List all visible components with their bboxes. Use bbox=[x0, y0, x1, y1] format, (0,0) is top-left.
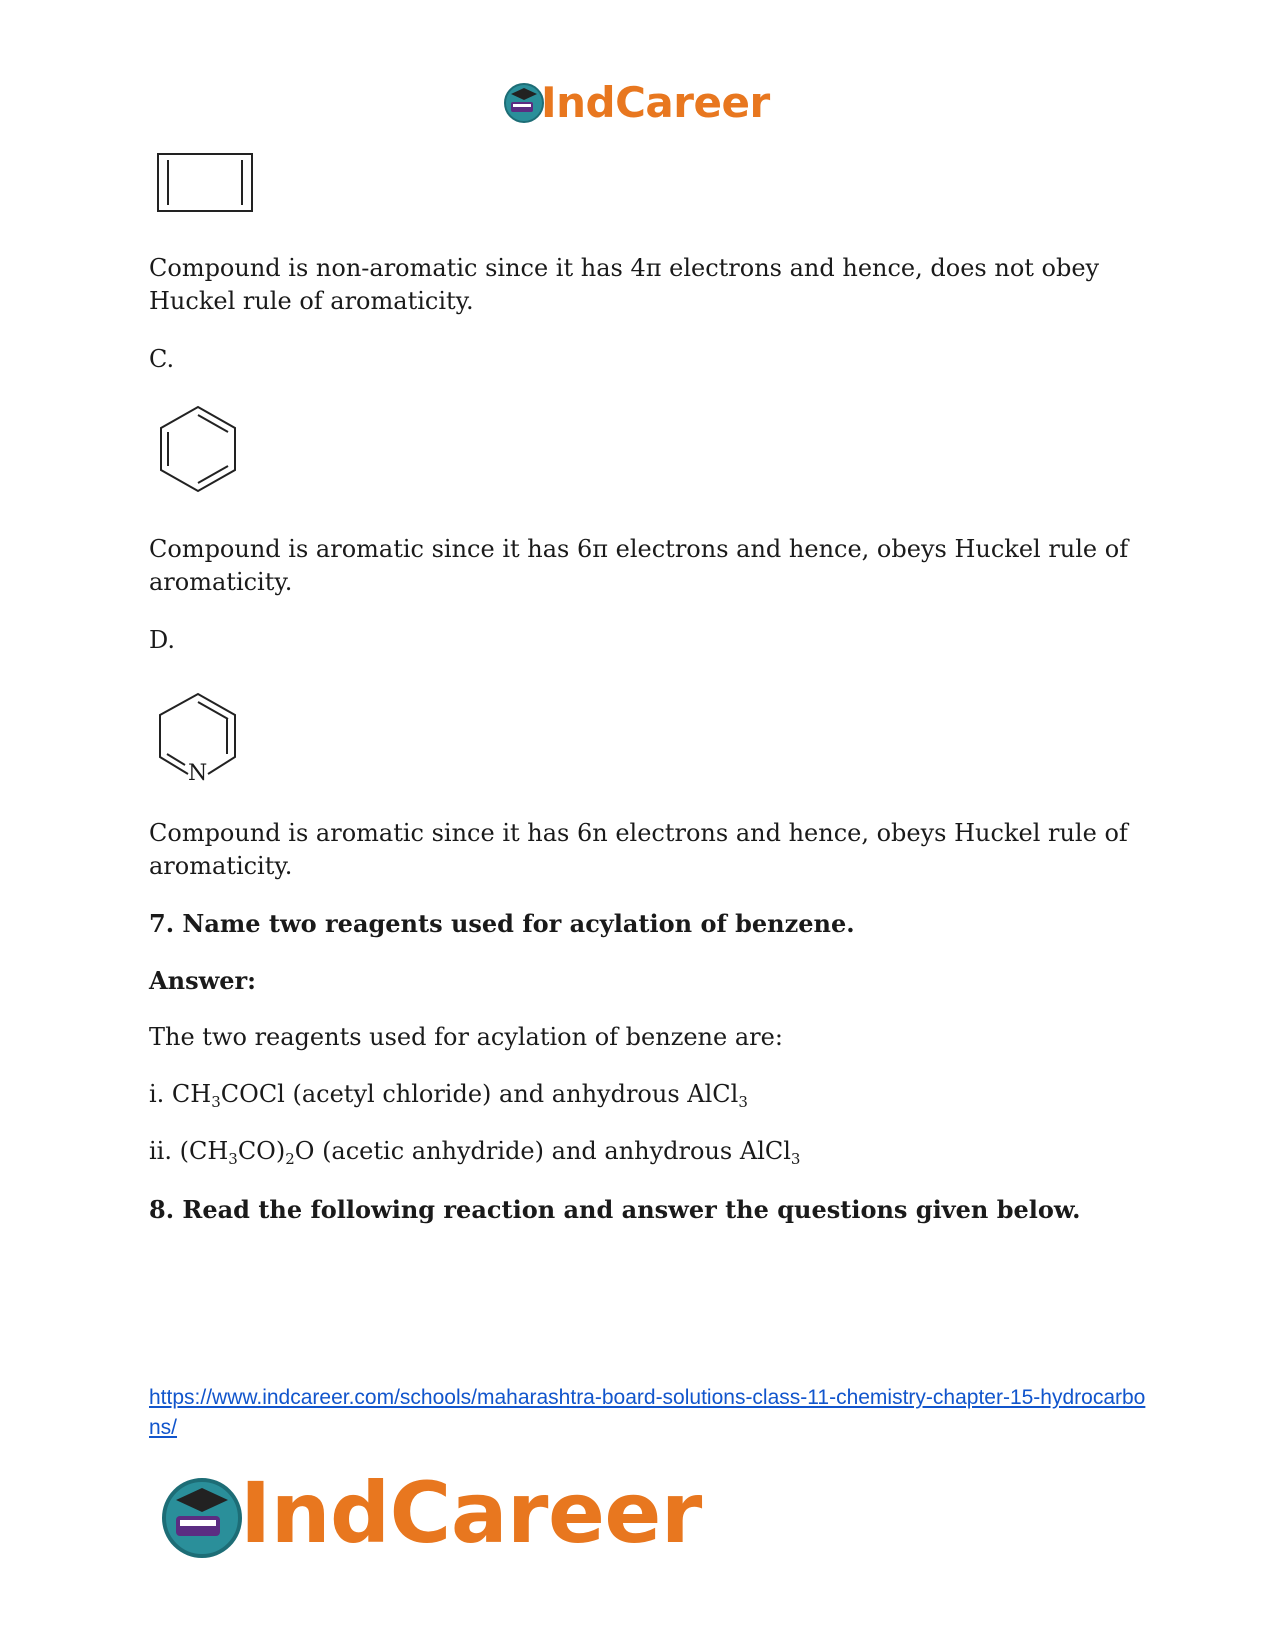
brand-wordmark: IndCareer bbox=[541, 78, 770, 127]
answer-label: Answer: bbox=[149, 966, 257, 995]
pyridine-structure bbox=[155, 690, 241, 786]
globe-icon bbox=[503, 82, 545, 124]
reagent-item-1: i. $CH_3COCl$ (acetyl chloride) and anhydrous AlCl$_3$ bbox=[149, 1080, 748, 1111]
compound-d-explanation: Compound is aromatic since it has 6n electrons and hence, obeys Huckel rule of aromaticity. bbox=[149, 819, 1128, 880]
nitrogen-atom-label: N bbox=[188, 761, 208, 786]
option-d-label: D. bbox=[149, 626, 176, 654]
header-logo bbox=[503, 80, 773, 128]
compound-c-explanation: Compound is aromatic since it has 6π electrons and hence, obeys Huckel rule of aromaticity. bbox=[149, 535, 1129, 596]
benzene-structure bbox=[155, 403, 241, 495]
option-c-label: C. bbox=[149, 345, 175, 373]
reagent-item-2: ii. $(CH_3CO)_2O$ (acetic anhydride) and anhydrous AlCl$_3$ bbox=[149, 1137, 801, 1168]
question-8-heading: 8. Read the following reaction and answer the questions given below. bbox=[149, 1195, 1081, 1224]
globe-icon bbox=[160, 1476, 244, 1560]
compound-b-explanation: Compound is non-aromatic since it has 4π electrons and hence, does not obey Huckel rule of aromaticity. bbox=[149, 254, 1100, 315]
brand-wordmark: IndCareer bbox=[240, 1464, 702, 1562]
answer-intro: The two reagents used for acylation of benzene are: bbox=[149, 1023, 783, 1051]
footer-logo bbox=[160, 1464, 702, 1568]
question-7-heading: 7. Name two reagents used for acylation of benzene. bbox=[149, 909, 855, 938]
source-link[interactable]: https://www.indcareer.com/schools/maharashtra-board-solutions-class-11-chemistry-chapter-15-hydrocarbons/ bbox=[149, 1386, 1146, 1439]
cyclobutadiene-structure bbox=[152, 148, 258, 216]
